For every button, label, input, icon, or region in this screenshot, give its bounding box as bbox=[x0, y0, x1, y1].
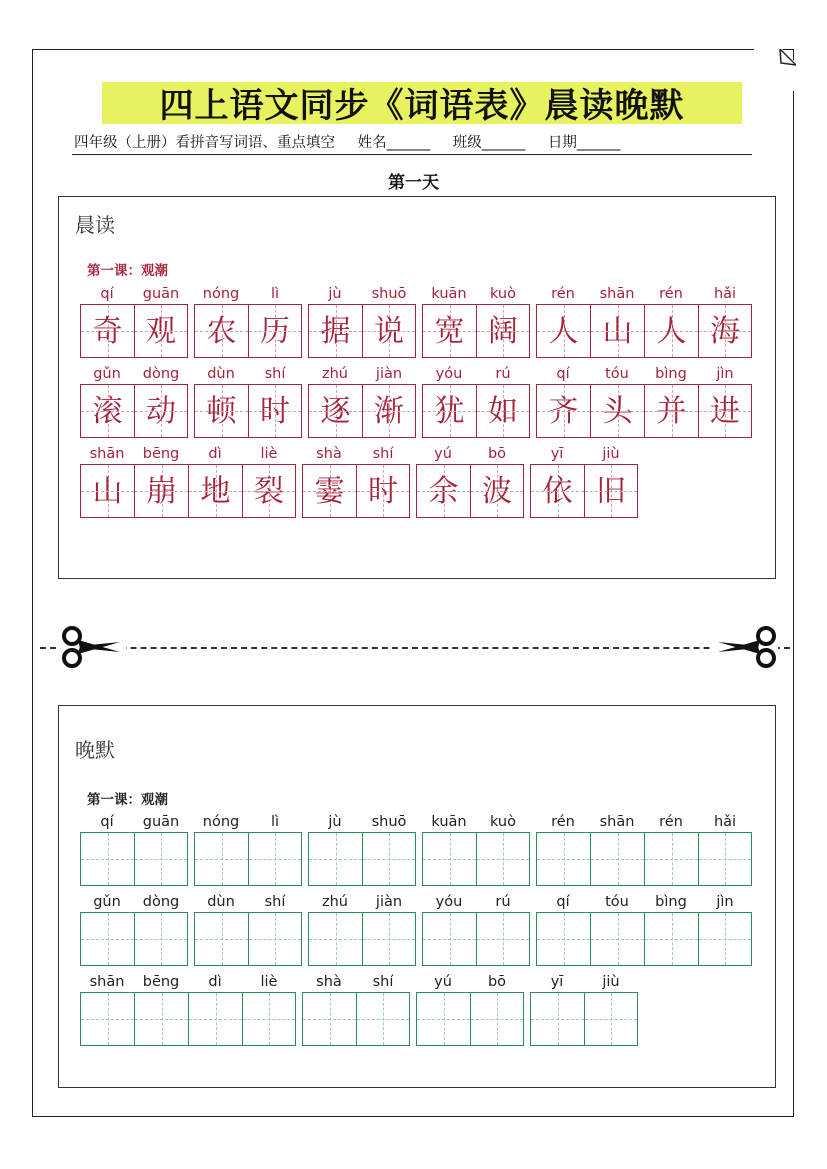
pinyin-row bbox=[536, 284, 752, 304]
character-cells bbox=[422, 304, 530, 358]
character-cell bbox=[422, 384, 476, 438]
writing-cell[interactable] bbox=[80, 912, 134, 966]
character-cells bbox=[80, 464, 296, 518]
character-cell bbox=[248, 304, 302, 358]
character-cells bbox=[536, 832, 752, 886]
pinyin-label: shí bbox=[372, 446, 394, 462]
hanzi-character: 农 bbox=[206, 314, 237, 349]
hanzi-character: 滚 bbox=[92, 394, 123, 429]
pinyin-row bbox=[422, 284, 530, 304]
writing-cell[interactable] bbox=[194, 832, 248, 886]
hanzi-character: 历 bbox=[260, 314, 290, 349]
pinyin-label: guān bbox=[142, 814, 180, 830]
hanzi-character: 奇 bbox=[92, 314, 123, 349]
hanzi-character: 山 bbox=[602, 314, 633, 349]
pinyin-row bbox=[80, 972, 296, 992]
pinyin-label: jiàn bbox=[375, 366, 403, 382]
pinyin-label: yóu bbox=[435, 366, 463, 382]
character-cells bbox=[80, 304, 188, 358]
writing-cell[interactable] bbox=[356, 992, 410, 1046]
hanzi-character: 海 bbox=[710, 314, 740, 349]
pinyin-row bbox=[416, 444, 524, 464]
character-cells bbox=[194, 384, 302, 438]
hanzi-character: 崩 bbox=[146, 474, 177, 509]
pinyin-label: rén bbox=[551, 814, 575, 830]
hanzi-character: 地 bbox=[200, 474, 231, 509]
character-cell bbox=[698, 304, 752, 358]
word-group bbox=[536, 364, 752, 438]
writing-cell[interactable] bbox=[188, 992, 242, 1046]
writing-cell[interactable] bbox=[422, 832, 476, 886]
hanzi-character: 逐 bbox=[320, 394, 351, 429]
character-cell bbox=[134, 304, 188, 358]
character-cells bbox=[308, 912, 416, 966]
pinyin-label: rú bbox=[495, 894, 511, 910]
pinyin-label: tóu bbox=[605, 366, 629, 382]
character-cells bbox=[80, 832, 188, 886]
character-cells bbox=[422, 384, 530, 438]
pinyin-label: shān bbox=[89, 974, 125, 990]
pinyin-label: kuān bbox=[431, 814, 467, 830]
character-cells bbox=[536, 304, 752, 358]
pinyin-label: kuò bbox=[489, 814, 516, 830]
character-cell bbox=[536, 304, 590, 358]
pinyin-row bbox=[80, 444, 296, 464]
word-group bbox=[80, 444, 296, 518]
hanzi-character: 依 bbox=[542, 474, 573, 509]
writing-cell[interactable] bbox=[248, 912, 302, 966]
pinyin-row bbox=[308, 284, 416, 304]
pinyin-label: bìng bbox=[655, 894, 687, 910]
writing-cell[interactable] bbox=[698, 912, 752, 966]
pinyin-label: kuān bbox=[431, 286, 467, 302]
character-cells bbox=[536, 384, 752, 438]
pinyin-label: shān bbox=[599, 286, 635, 302]
writing-cell[interactable] bbox=[80, 832, 134, 886]
writing-cell[interactable] bbox=[308, 912, 362, 966]
pinyin-label: rén bbox=[551, 286, 575, 302]
pinyin-row bbox=[308, 812, 416, 832]
character-cells bbox=[308, 304, 416, 358]
word-group bbox=[194, 364, 302, 438]
character-cell bbox=[530, 464, 584, 518]
word-group bbox=[80, 284, 188, 358]
character-cells bbox=[302, 992, 410, 1046]
hanzi-character: 宽 bbox=[434, 314, 465, 349]
pinyin-label: liè bbox=[260, 974, 278, 990]
character-cells bbox=[308, 384, 416, 438]
name-field: 姓名______ bbox=[357, 135, 431, 151]
hanzi-character: 动 bbox=[146, 394, 176, 429]
character-cell bbox=[194, 304, 248, 358]
pinyin-label: gǔn bbox=[93, 366, 121, 382]
word-group bbox=[536, 812, 752, 886]
character-cell bbox=[476, 304, 530, 358]
character-cell bbox=[362, 384, 416, 438]
writing-cell[interactable] bbox=[644, 912, 698, 966]
writing-cell[interactable] bbox=[302, 992, 356, 1046]
evening-heading: 晚默 bbox=[75, 738, 115, 762]
pinyin-label: yú bbox=[434, 446, 452, 462]
hanzi-character: 说 bbox=[374, 314, 404, 349]
morning-lesson-title: 第一课：观潮 bbox=[87, 263, 168, 279]
pinyin-label: shān bbox=[599, 814, 635, 830]
pinyin-label: gǔn bbox=[93, 894, 121, 910]
word-group bbox=[308, 812, 416, 886]
hanzi-character: 阔 bbox=[488, 314, 518, 349]
pinyin-label: nóng bbox=[202, 286, 240, 302]
character-cell bbox=[470, 464, 524, 518]
pinyin-label: shuō bbox=[371, 814, 407, 830]
pinyin-row bbox=[308, 364, 416, 384]
hanzi-character: 旧 bbox=[596, 474, 626, 509]
character-cells bbox=[194, 832, 302, 886]
character-cell bbox=[362, 304, 416, 358]
writing-cell[interactable] bbox=[242, 992, 296, 1046]
class-field: 班级______ bbox=[452, 135, 526, 151]
writing-cell[interactable] bbox=[422, 912, 476, 966]
pinyin-row bbox=[536, 364, 752, 384]
pinyin-row bbox=[422, 892, 530, 912]
character-cell bbox=[308, 384, 362, 438]
writing-cell[interactable] bbox=[362, 912, 416, 966]
hanzi-character: 霎 bbox=[314, 474, 345, 509]
character-cell bbox=[698, 384, 752, 438]
character-cells bbox=[80, 912, 188, 966]
hanzi-character: 头 bbox=[602, 394, 633, 429]
pinyin-row bbox=[302, 444, 410, 464]
pinyin-row bbox=[194, 364, 302, 384]
writing-cell[interactable] bbox=[470, 992, 524, 1046]
writing-cell[interactable] bbox=[590, 912, 644, 966]
pinyin-label: qí bbox=[100, 814, 114, 830]
hanzi-character: 波 bbox=[482, 474, 512, 509]
date-field: 日期______ bbox=[547, 135, 621, 151]
pinyin-label: tóu bbox=[605, 894, 629, 910]
hanzi-character: 犹 bbox=[434, 394, 465, 429]
pinyin-label: jù bbox=[328, 286, 342, 302]
pinyin-label: hǎi bbox=[713, 814, 737, 830]
character-cell bbox=[590, 304, 644, 358]
pinyin-label: dòng bbox=[142, 366, 180, 382]
character-cells bbox=[536, 912, 752, 966]
character-cells bbox=[308, 832, 416, 886]
pinyin-row bbox=[422, 812, 530, 832]
pinyin-label: yī bbox=[550, 974, 564, 990]
morning-heading: 晨读 bbox=[75, 213, 115, 237]
pinyin-row bbox=[530, 972, 638, 992]
pinyin-label: kuò bbox=[489, 286, 516, 302]
pinyin-label: jiàn bbox=[375, 894, 403, 910]
pinyin-row bbox=[416, 972, 524, 992]
pinyin-label: liè bbox=[260, 446, 278, 462]
hanzi-character: 顿 bbox=[206, 394, 237, 429]
character-cell bbox=[80, 304, 134, 358]
character-cell bbox=[248, 384, 302, 438]
word-group bbox=[80, 892, 188, 966]
pinyin-label: dùn bbox=[207, 894, 235, 910]
hanzi-character: 时 bbox=[368, 474, 398, 509]
pinyin-label: guān bbox=[142, 286, 180, 302]
pinyin-row bbox=[194, 812, 302, 832]
pinyin-label: shuō bbox=[371, 286, 407, 302]
character-cells bbox=[422, 832, 530, 886]
subtitle-line bbox=[74, 131, 754, 152]
word-group bbox=[422, 812, 530, 886]
pinyin-row bbox=[536, 892, 752, 912]
character-cells bbox=[530, 464, 638, 518]
pinyin-label: shí bbox=[372, 974, 394, 990]
word-group bbox=[422, 364, 530, 438]
pinyin-label: dì bbox=[208, 446, 222, 462]
pinyin-label: shà bbox=[316, 446, 342, 462]
pinyin-row bbox=[422, 364, 530, 384]
word-group bbox=[80, 972, 296, 1046]
cut-line bbox=[40, 647, 790, 649]
pinyin-row bbox=[308, 892, 416, 912]
character-cells bbox=[80, 384, 188, 438]
pinyin-label: jìn bbox=[716, 894, 734, 910]
word-group bbox=[536, 284, 752, 358]
pinyin-row bbox=[80, 284, 188, 304]
pinyin-row bbox=[536, 812, 752, 832]
writing-cell[interactable] bbox=[536, 912, 590, 966]
hanzi-character: 并 bbox=[656, 394, 687, 429]
character-cell bbox=[308, 304, 362, 358]
character-cell bbox=[536, 384, 590, 438]
pinyin-row bbox=[80, 892, 188, 912]
pinyin-label: yī bbox=[550, 446, 564, 462]
pinyin-label: bō bbox=[487, 446, 507, 462]
page-title: 四上语文同步《词语表》晨读晚默 bbox=[159, 86, 685, 126]
character-cell bbox=[134, 384, 188, 438]
pinyin-label: rén bbox=[659, 286, 683, 302]
word-group bbox=[194, 892, 302, 966]
pinyin-label: lì bbox=[270, 286, 280, 302]
character-cells bbox=[194, 304, 302, 358]
character-cell bbox=[422, 304, 476, 358]
word-group bbox=[302, 444, 410, 518]
character-cell bbox=[80, 464, 134, 518]
subtitle-instructions: 四年级（上册）看拼音写词语、重点填空 bbox=[74, 135, 335, 151]
word-group bbox=[530, 972, 638, 1046]
pinyin-label: bìng bbox=[655, 366, 687, 382]
pinyin-label: bēng bbox=[142, 446, 180, 462]
character-cells bbox=[302, 464, 410, 518]
pinyin-label: dòng bbox=[142, 894, 180, 910]
hanzi-character: 进 bbox=[710, 394, 740, 429]
hanzi-character: 人 bbox=[656, 314, 687, 349]
character-cell bbox=[644, 384, 698, 438]
character-cells bbox=[422, 912, 530, 966]
word-group bbox=[80, 812, 188, 886]
subtitle-rule bbox=[72, 154, 752, 155]
writing-cell[interactable] bbox=[134, 832, 188, 886]
pinyin-label: shān bbox=[89, 446, 125, 462]
word-group bbox=[194, 284, 302, 358]
pinyin-label: qí bbox=[556, 366, 570, 382]
character-cell bbox=[242, 464, 296, 518]
writing-cell[interactable] bbox=[248, 832, 302, 886]
pinyin-row bbox=[194, 284, 302, 304]
pinyin-label: shí bbox=[264, 894, 286, 910]
hanzi-character: 裂 bbox=[254, 474, 284, 509]
word-group bbox=[416, 444, 524, 518]
writing-cell[interactable] bbox=[80, 992, 134, 1046]
character-cells bbox=[416, 992, 524, 1046]
character-cell bbox=[194, 384, 248, 438]
character-cells bbox=[416, 464, 524, 518]
writing-cell[interactable] bbox=[416, 992, 470, 1046]
character-cell bbox=[590, 384, 644, 438]
pinyin-row bbox=[80, 364, 188, 384]
character-cells bbox=[80, 992, 296, 1046]
writing-cell[interactable] bbox=[362, 832, 416, 886]
hanzi-character: 据 bbox=[320, 314, 351, 349]
pinyin-label: jìn bbox=[716, 366, 734, 382]
pinyin-label: bō bbox=[487, 974, 507, 990]
character-cell bbox=[134, 464, 188, 518]
character-cells bbox=[530, 992, 638, 1046]
character-cell bbox=[188, 464, 242, 518]
pinyin-label: dì bbox=[208, 974, 222, 990]
word-group bbox=[422, 892, 530, 966]
writing-cell[interactable] bbox=[698, 832, 752, 886]
pinyin-label: nóng bbox=[202, 814, 240, 830]
hanzi-character: 山 bbox=[92, 474, 123, 509]
hanzi-character: 如 bbox=[488, 394, 518, 429]
pinyin-row bbox=[194, 892, 302, 912]
pinyin-row bbox=[530, 444, 638, 464]
day-label: 第一天 bbox=[388, 173, 439, 193]
pinyin-label: yú bbox=[434, 974, 452, 990]
hanzi-character: 齐 bbox=[548, 394, 579, 429]
word-group bbox=[308, 364, 416, 438]
pinyin-label: shí bbox=[264, 366, 286, 382]
word-group bbox=[536, 892, 752, 966]
writing-cell[interactable] bbox=[476, 832, 530, 886]
pinyin-label: dùn bbox=[207, 366, 235, 382]
word-group bbox=[302, 972, 410, 1046]
writing-cell[interactable] bbox=[476, 912, 530, 966]
character-cell bbox=[476, 384, 530, 438]
pinyin-row bbox=[80, 812, 188, 832]
word-group bbox=[80, 364, 188, 438]
pinyin-label: hǎi bbox=[713, 286, 737, 302]
scissors-icon bbox=[60, 626, 126, 668]
pinyin-label: lì bbox=[270, 814, 280, 830]
pinyin-label: qí bbox=[556, 894, 570, 910]
hanzi-character: 渐 bbox=[374, 394, 404, 429]
hanzi-character: 时 bbox=[260, 394, 290, 429]
writing-cell[interactable] bbox=[536, 832, 590, 886]
pinyin-label: rén bbox=[659, 814, 683, 830]
character-cells bbox=[194, 912, 302, 966]
word-group bbox=[308, 892, 416, 966]
writing-cell[interactable] bbox=[644, 832, 698, 886]
pinyin-label: shà bbox=[316, 974, 342, 990]
pinyin-label: rú bbox=[495, 366, 511, 382]
hanzi-character: 余 bbox=[428, 474, 459, 509]
word-group bbox=[308, 284, 416, 358]
hanzi-character: 观 bbox=[146, 314, 176, 349]
pinyin-label: zhú bbox=[322, 894, 348, 910]
writing-cell[interactable] bbox=[584, 992, 638, 1046]
writing-cell[interactable] bbox=[134, 912, 188, 966]
character-cell bbox=[356, 464, 410, 518]
word-group bbox=[194, 812, 302, 886]
character-cell bbox=[302, 464, 356, 518]
character-cell bbox=[644, 304, 698, 358]
writing-cell[interactable] bbox=[590, 832, 644, 886]
word-group bbox=[422, 284, 530, 358]
evening-lesson-title: 第一课：观潮 bbox=[87, 792, 168, 808]
character-cell bbox=[584, 464, 638, 518]
writing-cell[interactable] bbox=[194, 912, 248, 966]
hanzi-character: 人 bbox=[548, 314, 579, 349]
pinyin-label: yóu bbox=[435, 894, 463, 910]
scissors-icon bbox=[712, 626, 778, 668]
pinyin-row bbox=[302, 972, 410, 992]
word-group bbox=[530, 444, 638, 518]
writing-cell[interactable] bbox=[308, 832, 362, 886]
pinyin-label: jiù bbox=[602, 446, 620, 462]
word-group bbox=[416, 972, 524, 1046]
pinyin-label: jiù bbox=[602, 974, 620, 990]
writing-cell[interactable] bbox=[530, 992, 584, 1046]
writing-cell[interactable] bbox=[134, 992, 188, 1046]
folded-corner-icon bbox=[754, 49, 796, 91]
pinyin-label: qí bbox=[100, 286, 114, 302]
pinyin-label: jù bbox=[328, 814, 342, 830]
character-cell bbox=[416, 464, 470, 518]
pinyin-label: bēng bbox=[142, 974, 180, 990]
pinyin-label: zhú bbox=[322, 366, 348, 382]
character-cell bbox=[80, 384, 134, 438]
